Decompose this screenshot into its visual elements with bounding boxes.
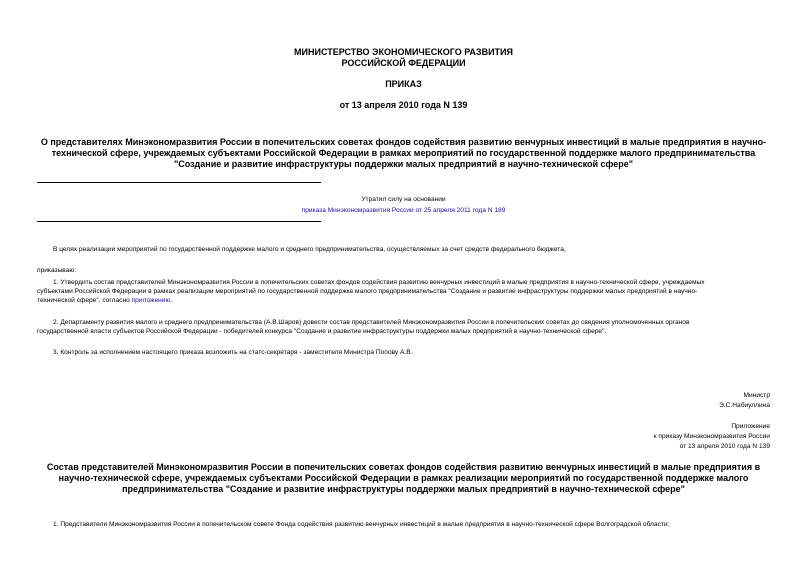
status-text: Утратил силу на основании	[361, 196, 446, 203]
document-type: ПРИКАЗ	[385, 79, 422, 89]
document-title-line3: "Создание и развитие инфраструктуры поддержки малых предприятий в научно-технической сфере"	[173, 159, 634, 169]
paragraph-1-line3-start: технической сфере", согласно	[37, 297, 132, 304]
appendix-ref-line2: к приказу Минэкономразвития России	[653, 433, 770, 440]
paragraph-1-line3-end: .	[170, 297, 173, 304]
appendix-title-line1: Состав представителей Минэкономразвития России в попечительских советах фондов содействия развитию венчурных инвестиций в малые предприятия в	[46, 462, 761, 472]
preamble: В целях реализации мероприятий по государственной поддержке малого и среднего предпринимательства, осуществляемых за счет средств федерального бюджета,	[53, 246, 566, 253]
paragraph-2-line2: государственной власти субъектов Российской Федерации - победителей конкурса "Создание и развитие инфраструктуры поддержки малых предприятий в научно-технической сфере".	[37, 328, 607, 335]
paragraph-1-line1: 1. Утвердить состав представителей Минэкономразвития России в попечительских советах фондов содействия развитию венчурных инвестиций в малые предприятия в научно-технической сфере, учреждаемых	[53, 279, 705, 286]
divider-top	[37, 182, 321, 183]
paragraph-1-line3	[37, 296, 172, 305]
document-date: от 13 апреля 2010 года N 139	[339, 100, 468, 110]
paragraph-1-line2: субъектами Российской Федерации в рамках реализации мероприятий по государственной поддержке малого предпринимательства "Создание и развитие инфраструктуры поддержки малых предприятий в научно-	[37, 288, 698, 295]
paragraph-3: 3. Контроль за исполнением настоящего приказа возложить на статс-секретаря - заместителя Министра Попову А.В.	[53, 349, 413, 356]
appendix-ref-line1: Приложение	[731, 423, 770, 430]
signature-position: Министр	[743, 392, 770, 399]
paragraph-2-line1: 2. Департаменту развития малого и среднего предпринимательства (А.В.Шаров) довести состав представителей Минэкономразвития России в попечительских советах до сведения уполномоченных органов	[53, 319, 690, 326]
order-word: приказываю:	[37, 267, 77, 274]
document-title-line2: технической сфере, учреждаемых субъектами Российской Федерации в рамках мероприятий по государственной поддержке малого предпринимательства	[51, 148, 756, 158]
status-link[interactable]: приказа Минэкономразвития России от 25 апреля 2011 года N 189	[301, 207, 506, 214]
appendix-link[interactable]: приложению	[131, 297, 171, 304]
document-title-line1: О представителях Минэкономразвития России в попечительских советах фондов содействия развитию венчурных инвестиций в малые предприятия в научно-	[40, 137, 767, 147]
appendix-ref-line3: от 13 апреля 2010 года N 139	[679, 443, 770, 450]
appendix-title-line3: предпринимательства "Создание и развитие инфраструктуры поддержки малых предприятий в научно-технической сфере"	[122, 484, 685, 494]
ministry-name-line1: МИНИСТЕРСТВО ЭКОНОМИЧЕСКОГО РАЗВИТИЯ	[294, 47, 513, 57]
divider-bottom	[37, 221, 321, 222]
appendix-title-line2: научно-технической сфере, учреждаемых субъектами Российской Федерации в рамках реализации мероприятий по государственной поддержке малого	[58, 473, 749, 483]
signature-name: Э.С.Набиуллина	[719, 402, 770, 409]
appendix-item-1: 1. Представители Минэкономразвития России в попечительском совете Фонда содействия развитию венчурных инвестиций в малые предприятия в научно-технической сфере Волгоградской области:	[53, 521, 670, 528]
ministry-name-line2: РОССИЙСКОЙ ФЕДЕРАЦИИ	[341, 58, 466, 68]
